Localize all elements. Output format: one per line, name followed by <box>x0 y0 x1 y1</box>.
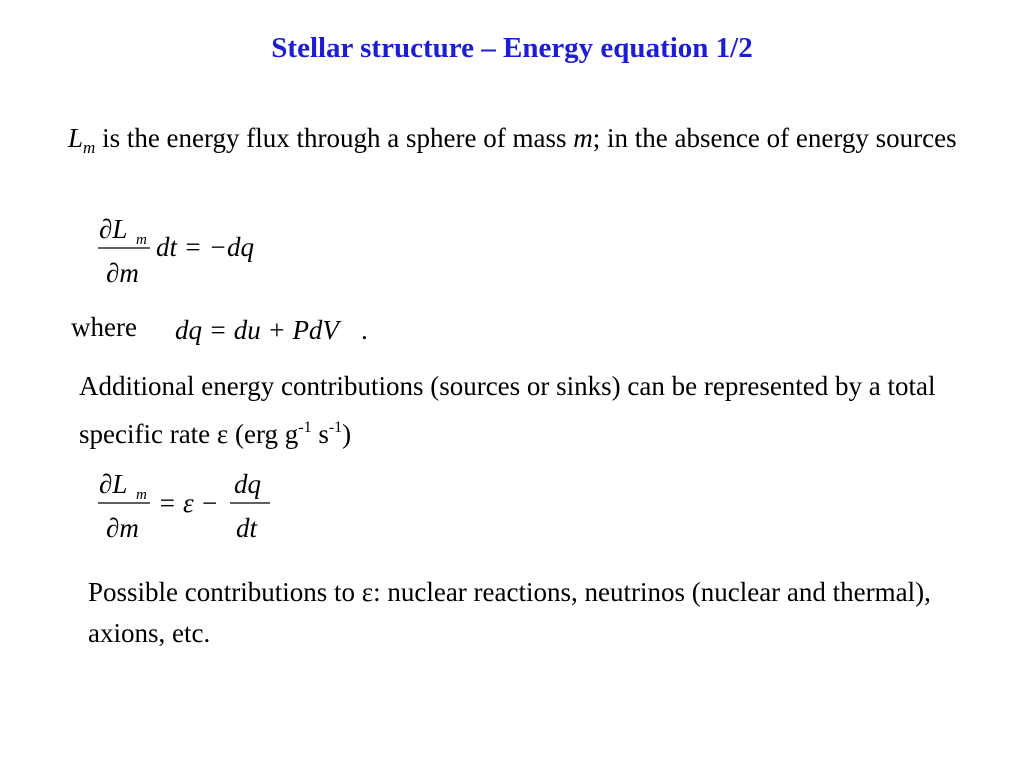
eq3-denominator: ∂m <box>106 513 139 543</box>
equation-heat <box>175 313 395 353</box>
eq2-body: dq = du + PdV <box>175 315 339 345</box>
eq3-numerator-right: dq <box>234 469 261 499</box>
text-flux-a: is the energy flux through a sphere of mass <box>95 123 574 153</box>
eq3-numerator: ∂L <box>99 469 128 499</box>
eq3-numerator-subscript: m <box>136 487 147 503</box>
paragraph-energy-contributions <box>79 366 979 455</box>
slide-title: Stellar structure – Energy equation 1/2 <box>271 32 753 64</box>
paragraph-flux-definition <box>68 118 968 168</box>
symbol-m: m <box>573 123 593 153</box>
eq1-rhs: dt = −dq <box>156 232 254 262</box>
eq1-numerator-subscript: m <box>136 232 147 248</box>
eq2-period: . <box>361 315 368 345</box>
symbol-L: L <box>68 123 84 153</box>
paragraph-possible-contributions: Possible contributions to ε: nuclear reactions, neutrinos (nuclear and thermal), axions, etc. <box>88 577 931 648</box>
eq1-numerator: ∂L <box>99 214 128 244</box>
equation-flux-balance <box>96 210 296 290</box>
eq3-denominator-right: dt <box>236 513 258 543</box>
text-flux-b: ; in the absence of energy sources <box>592 123 957 153</box>
text-contributions: Additional energy contributions (sources or sinks) can be represented by a total specific rate ε (erg g <box>79 371 936 449</box>
symbol-m-subscript: m <box>83 138 96 157</box>
eq1-denominator: ∂m <box>106 258 139 288</box>
unit-g-exponent: -1 <box>298 419 312 436</box>
where-label: where <box>71 312 137 342</box>
equation-energy-rate <box>96 465 296 550</box>
unit-s: s <box>311 419 329 449</box>
text-close-paren: ) <box>342 419 352 449</box>
unit-s-exponent: -1 <box>328 419 343 436</box>
eq3-middle: = ε − <box>158 488 219 518</box>
